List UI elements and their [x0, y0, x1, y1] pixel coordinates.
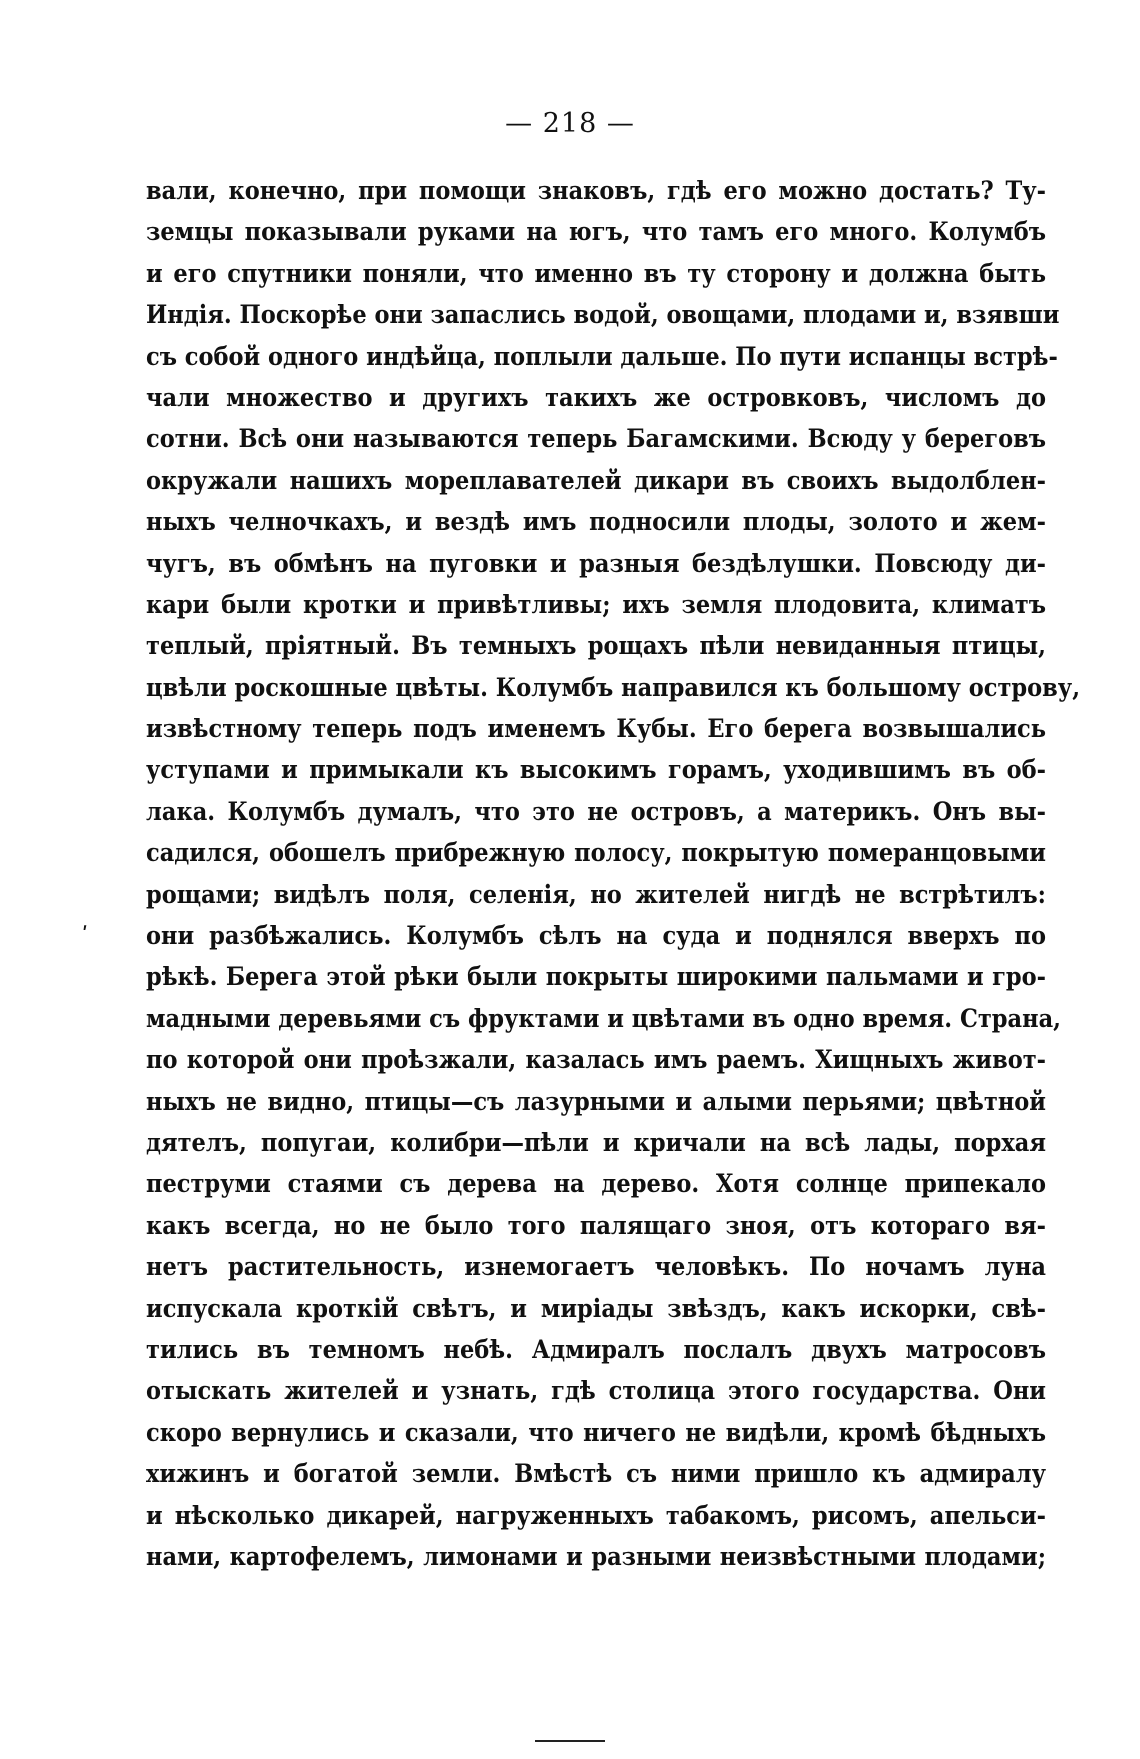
- text-line: окружали нашихъ мореплавателей дикари въ своихъ выдолблен-: [146, 465, 1046, 495]
- text-line: и его спутники поняли, что именно въ ту сторону и должна быть: [146, 258, 1046, 288]
- text-line: уступами и примыкали къ высокимъ горамъ, уходившимъ въ об-: [146, 755, 1046, 785]
- text-line: дятелъ, попугаи, колибри—пѣли и кричали на всѣ лады, порхая: [146, 1127, 1046, 1157]
- text-line: извѣстному теперь подъ именемъ Кубы. Его берега возвышались: [146, 714, 1046, 744]
- footer-rule: [535, 1740, 605, 1742]
- text-line: ныхъ челночкахъ, и вездѣ имъ подносили плоды, золото и жем-: [146, 507, 1046, 537]
- text-line: какъ всегда, но не было того палящаго зноя, отъ котораго вя-: [146, 1210, 1046, 1240]
- text-line: съ собой одного индѣйца, поплыли дальше. По пути испанцы встрѣ-: [146, 341, 1058, 371]
- text-line: нами, картофелемъ, лимонами и разными неизвѣстными плодами;: [146, 1541, 1046, 1571]
- text-line: скоро вернулись и сказали, что ничего не видѣли, кромѣ бѣдныхъ: [146, 1417, 1046, 1447]
- text-line: отыскать жителей и узнать, гдѣ столица этого государства. Они: [146, 1376, 1046, 1406]
- text-line: тились въ темномъ небѣ. Адмиралъ послалъ двухъ матросовъ: [146, 1334, 1046, 1364]
- margin-mark: ʹ: [82, 922, 89, 946]
- text-line: теплый, пріятный. Въ темныхъ рощахъ пѣли невиданныя птицы,: [146, 631, 1046, 661]
- text-line: мадными деревьями съ фруктами и цвѣтами въ одно время. Страна,: [146, 1003, 1062, 1033]
- text-line: рощами; видѣлъ поля, селенія, но жителей нигдѣ не встрѣтилъ:: [146, 879, 1046, 909]
- text-line: Индія. Поскорѣе они запаслись водой, овощами, плодами и, взявши: [146, 300, 1060, 330]
- text-line: лака. Колумбъ думалъ, что это не островъ, а материкъ. Онъ вы-: [146, 796, 1046, 826]
- text-line: земцы показывали руками на югъ, что тамъ его много. Колумбъ: [146, 217, 1046, 247]
- text-line: сотни. Всѣ они называются теперь Багамскими. Всюду у береговъ: [146, 424, 1046, 454]
- text-line: они разбѣжались. Колумбъ сѣлъ на суда и поднялся вверхъ по: [146, 921, 1046, 951]
- text-line: по которой они проѣзжали, казалась имъ раемъ. Хищныхъ живот-: [146, 1045, 1046, 1075]
- text-line: кари были кротки и привѣтливы; ихъ земля плодовита, климатъ: [146, 589, 1046, 619]
- text-line: чали множество и другихъ такихъ же островковъ, числомъ до: [146, 382, 1046, 412]
- text-line: хижинъ и богатой земли. Вмѣстѣ съ ними пришло къ адмиралу: [146, 1459, 1046, 1489]
- text-line: пеструми стаями съ дерева на дерево. Хотя солнце припекало: [146, 1169, 1046, 1199]
- text-line: нетъ растительность, изнемогаетъ человѣкъ. По ночамъ луна: [146, 1252, 1046, 1282]
- text-line: чугъ, въ обмѣнъ на пуговки и разныя бездѣлушки. Повсюду ди-: [146, 548, 1046, 578]
- text-line: ныхъ не видно, птицы—съ лазурными и алыми перьями; цвѣтной: [146, 1086, 1046, 1116]
- text-line: садился, обошелъ прибрежную полосу, покрытую померанцовыми: [146, 838, 1046, 868]
- body-text: [146, 170, 1081, 1577]
- text-line: цвѣли роскошные цвѣты. Колумбъ направился къ большому острову,: [146, 672, 1081, 702]
- text-line: испускала кроткій свѣтъ, и миріады звѣздъ, какъ искорки, свѣ-: [146, 1293, 1046, 1323]
- text-line: вали, конечно, при помощи знаковъ, гдѣ его можно достать? Ту-: [146, 176, 1046, 205]
- page-number: — 218 —: [505, 108, 635, 139]
- text-line: рѣкѣ. Берега этой рѣки были покрыты широкими пальмами и гро-: [146, 962, 1046, 992]
- text-line: и нѣсколько дикарей, нагруженныхъ табакомъ, рисомъ, апельси-: [146, 1500, 1046, 1530]
